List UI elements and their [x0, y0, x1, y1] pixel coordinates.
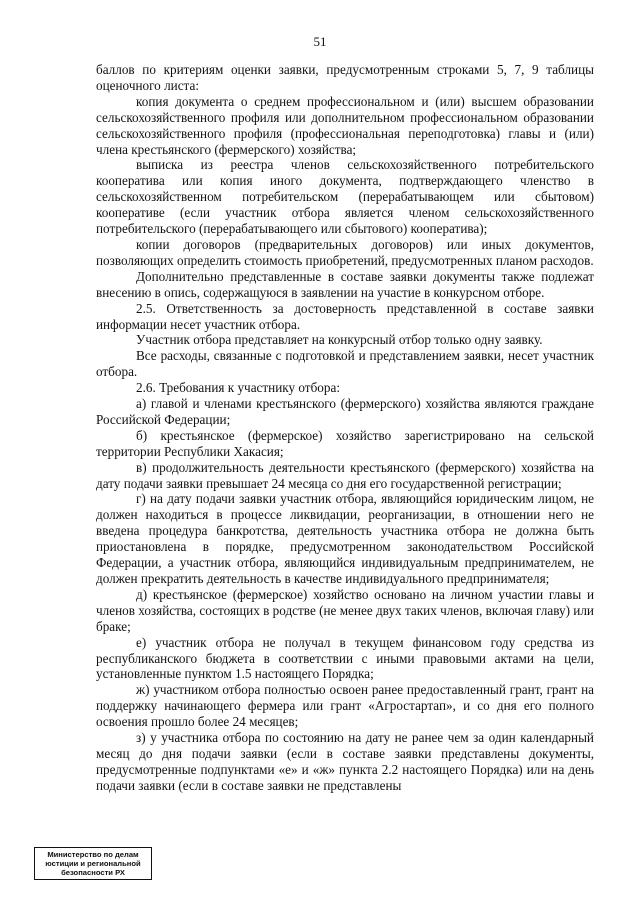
paragraph: г) на дату подачи заявки участник отбора, являющийся юридическим лицом, не должен находиться в процессе ликвидации, реорганизации, в отношении него не введена процедура банкротства, деятельность участника отбора не должна быть приостановлена в порядке, предусмотренном законодательством Российской Федерации, а участник отбора, являющийся индивидуальным предпринимателем, не должен прекратить деятельность в качестве индивидуального предпринимателя;	[96, 491, 594, 586]
ministry-stamp	[34, 847, 152, 880]
paragraph: 2.5. Ответственность за достоверность представленной в составе заявки информации несет участник отбора.	[96, 300, 594, 332]
paragraph: Все расходы, связанные с подготовкой и представлением заявки, несет участник отбора.	[96, 348, 594, 380]
paragraph: д) крестьянское (фермерское) хозяйство основано на личном участии главы и членов хозяйства, состоящих в родстве (не менее двух таких членов, включая главу) или браке;	[96, 586, 594, 634]
stamp-line: Министерство по делам	[47, 850, 139, 859]
stamp-line: безопасности РХ	[61, 868, 125, 877]
paragraph: копия документа о среднем профессиональном и (или) высшем образовании сельскохозяйственного профиля или дополнительном профессиональном образовании сельскохозяйственного профиля (профессиональная переподготовка) главы и (или) члена крестьянского (фермерского) хозяйства;	[96, 93, 594, 157]
paragraph: Дополнительно представленные в составе заявки документы также подлежат внесению в опись, содержащуюся в заявлении на участие в конкурсном отборе.	[96, 268, 594, 300]
paragraph: 2.6. Требования к участнику отбора:	[136, 380, 340, 396]
paragraph: Участник отбора представляет на конкурсный отбор только одну заявку.	[136, 332, 543, 348]
paragraph: выписка из реестра членов сельскохозяйственного потребительского кооператива или копия иного документа, подтверждающего членство в сельскохозяйственном потребительском (перерабатывающем или сбытовом) кооперативе (если участник отбора является членом сельскохозяйственного потребительского (перерабатывающего или сбытового) кооператива);	[96, 157, 594, 237]
paragraph: ж) участником отбора полностью освоен ранее предоставленный грант, грант на поддержку начинающего фермера или грант «Агростартап», и со дня его полного освоения прошло более 24 месяцев;	[96, 682, 594, 730]
paragraph: баллов по критериям оценки заявки, предусмотренным строками 5, 7, 9 таблицы оценочного листа:	[96, 62, 594, 93]
paragraph: копии договоров (предварительных договоров) или иных документов, позволяющих определить стоимость приобретений, предусмотренных планом расходов.	[96, 236, 594, 268]
paragraph: б) крестьянское (фермерское) хозяйство зарегистрировано на сельской территории Республики Хакасия;	[96, 427, 594, 459]
stamp-line: юстиции и региональной	[45, 859, 141, 868]
paragraph: з) у участника отбора по состоянию на дату не ранее чем за один календарный месяц до дня подачи заявки (если в составе заявки представлены документы, предусмотренные подпунктами «е» и «ж» пункта 2.2 настоящего Порядка) или на день подачи заявки (если в составе заявки не представлены	[96, 730, 594, 793]
paragraph: е) участник отбора не получал в текущем финансовом году средства из республиканского бюджета в соответствии с иными правовыми актами на цели, установленные пунктом 1.5 настоящего Порядка;	[96, 634, 594, 682]
document-body	[96, 62, 594, 794]
page-number: 51	[313, 34, 327, 49]
paragraph: а) главой и членами крестьянского (фермерского) хозяйства являются граждане Российской Федерации;	[96, 396, 594, 427]
paragraph: в) продолжительность деятельности крестьянского (фермерского) хозяйства на дату подачи заявки превышает 24 месяца со дня его государственной регистрации;	[96, 459, 594, 491]
